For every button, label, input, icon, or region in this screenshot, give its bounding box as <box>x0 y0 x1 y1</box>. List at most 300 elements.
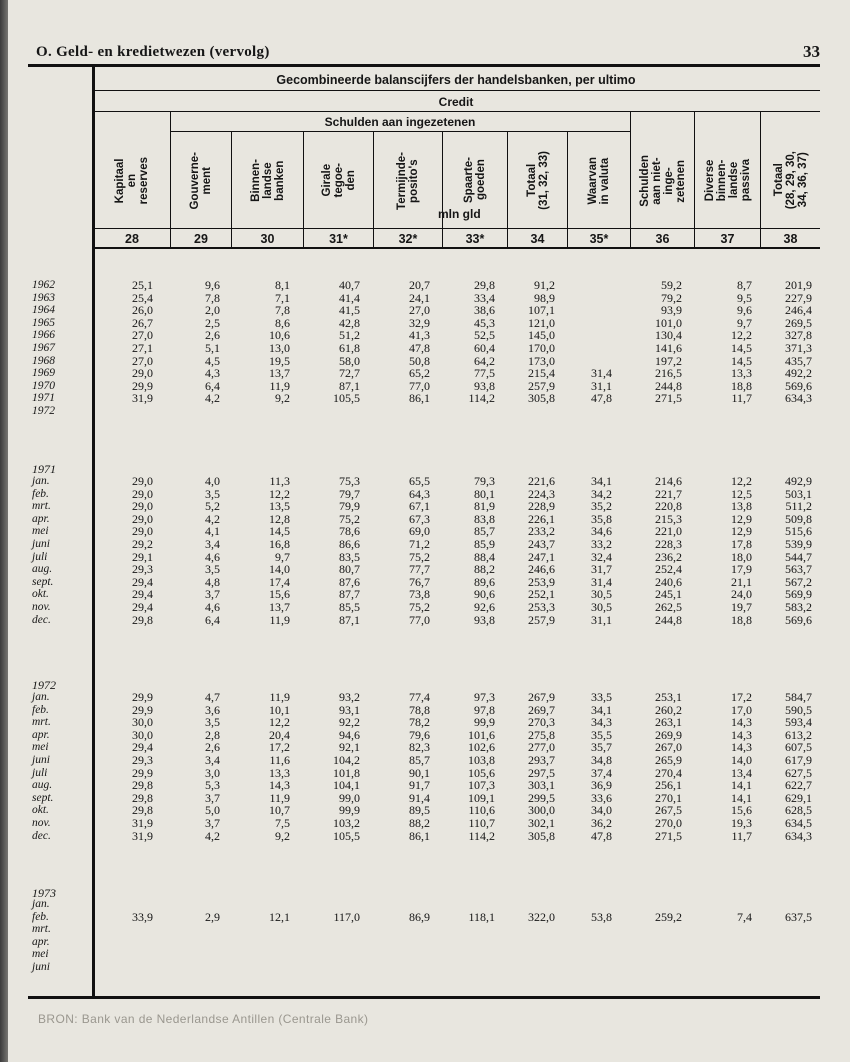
header-rule <box>92 228 820 229</box>
table-cell: 503,1 <box>785 486 812 501</box>
table-cell: 91,4 <box>409 790 430 805</box>
table-cell: 41,5 <box>339 303 360 318</box>
table-cell: 228,9 <box>528 499 555 514</box>
table-cell: 8,6 <box>275 315 290 330</box>
table-cell: 14,3 <box>731 727 752 742</box>
table-cell: 240,6 <box>655 574 682 589</box>
table-cell: 216,5 <box>655 366 682 381</box>
table-cell: 4,7 <box>205 690 220 704</box>
table-cell: 89,5 <box>409 803 430 818</box>
table-cell: 9,6 <box>737 303 752 318</box>
monthly-section-1973 <box>8 898 850 974</box>
table-cell: 539,9 <box>785 536 812 551</box>
table-cell: 75,2 <box>409 599 430 614</box>
table-row <box>8 716 850 729</box>
table-cell: 2,8 <box>205 727 220 742</box>
table-cell: 90,6 <box>474 587 495 602</box>
table-cell: 34,8 <box>591 752 612 767</box>
table-cell: 622,7 <box>785 778 812 793</box>
row-label: juli <box>32 550 48 563</box>
table-cell: 511,2 <box>785 499 812 514</box>
table-cell: 80,7 <box>339 562 360 577</box>
table-cell: 64,2 <box>474 353 495 368</box>
table-cell: 93,8 <box>474 378 495 393</box>
column-number: 31* <box>329 232 348 246</box>
table-cell: 215,3 <box>655 511 682 526</box>
table-cell: 27,1 <box>132 340 153 355</box>
table-cell: 36,2 <box>591 815 612 830</box>
table-cell: 118,1 <box>468 909 495 924</box>
table-cell: 269,5 <box>785 315 812 330</box>
row-label: aug. <box>32 563 53 576</box>
table-cell: 83,5 <box>339 549 360 564</box>
table-cell: 4,6 <box>205 599 220 614</box>
table-cell: 86,1 <box>409 391 430 406</box>
column-header-33: Spaarte- goeden <box>463 157 487 204</box>
table-cell: 302,1 <box>528 815 555 830</box>
table-row <box>8 405 850 418</box>
table-cell: 18,8 <box>731 378 752 393</box>
row-label: nov. <box>32 816 51 829</box>
table-cell: 4,2 <box>205 511 220 526</box>
table-cell: 13,3 <box>731 366 752 381</box>
table-cell: 29,8 <box>132 778 153 793</box>
row-label: okt. <box>32 804 49 817</box>
table-cell: 79,7 <box>339 486 360 501</box>
table-cell: 492,2 <box>785 366 812 381</box>
table-cell: 12,1 <box>269 909 290 924</box>
table-cell: 170,0 <box>528 340 555 355</box>
table-cell: 637,5 <box>785 909 812 924</box>
table-cell: 227,9 <box>785 290 812 305</box>
table-cell: 12,2 <box>269 715 290 730</box>
row-label: sept. <box>32 575 54 588</box>
table-cell: 3,7 <box>205 790 220 805</box>
table-cell: 29,0 <box>132 499 153 514</box>
row-label: 1964 <box>32 304 55 317</box>
table-cell: 14,5 <box>269 524 290 539</box>
column-header-28: Kapitaal en reserves <box>114 156 150 205</box>
table-cell: 257,9 <box>528 612 555 627</box>
table-cell: 29,4 <box>132 587 153 602</box>
table-cell: 92,6 <box>474 599 495 614</box>
table-cell: 6,4 <box>205 612 220 627</box>
table-cell: 69,0 <box>409 524 430 539</box>
table-cell: 30,5 <box>591 587 612 602</box>
table-cell: 8,7 <box>737 278 752 292</box>
table-cell: 85,7 <box>474 524 495 539</box>
table-row <box>8 817 850 830</box>
table-cell: 244,8 <box>655 378 682 393</box>
table-cell: 270,0 <box>655 815 682 830</box>
table-cell: 12,2 <box>731 474 752 488</box>
table-cell: 79,2 <box>661 290 682 305</box>
table-cell: 77,0 <box>409 612 430 627</box>
table-cell: 569,9 <box>785 587 812 602</box>
table-cell: 35,7 <box>591 740 612 755</box>
table-cell: 563,7 <box>785 562 812 577</box>
table-cell: 253,3 <box>528 599 555 614</box>
table-cell: 17,9 <box>731 562 752 577</box>
table-cell: 221,7 <box>655 486 682 501</box>
table-cell: 20,7 <box>409 278 430 292</box>
table-cell: 75,3 <box>339 474 360 488</box>
column-header-36: Schulden aan niet- inge- zetenen <box>638 154 687 207</box>
table-cell: 11,3 <box>269 474 290 488</box>
table-cell: 14,1 <box>731 778 752 793</box>
table-cell: 65,2 <box>409 366 430 381</box>
table-cell: 77,7 <box>409 562 430 577</box>
table-cell: 3,5 <box>205 486 220 501</box>
column-header-31: Girale tegoe- den <box>320 163 357 198</box>
row-label: 1963 <box>32 291 55 304</box>
table-cell: 64,3 <box>409 486 430 501</box>
table-cell: 9,2 <box>275 828 290 843</box>
table-cell: 14,5 <box>731 353 752 368</box>
table-cell: 9,7 <box>275 549 290 564</box>
table-cell: 101,8 <box>333 765 360 780</box>
row-label: dec. <box>32 613 51 626</box>
table-cell: 93,2 <box>339 690 360 704</box>
table-cell: 5,1 <box>205 340 220 355</box>
table-row <box>8 923 850 936</box>
table-cell: 105,5 <box>333 828 360 843</box>
table-cell: 221,6 <box>528 474 555 488</box>
table-cell: 32,4 <box>591 549 612 564</box>
table-cell: 271,5 <box>655 391 682 406</box>
table-cell: 25,4 <box>132 290 153 305</box>
row-label: juni <box>32 753 50 766</box>
table-cell: 114,2 <box>468 391 495 406</box>
table-cell: 435,7 <box>785 353 812 368</box>
table-cell: 87,1 <box>339 378 360 393</box>
table-cell: 76,7 <box>409 574 430 589</box>
row-label: 1968 <box>32 354 55 367</box>
table-cell: 29,8 <box>132 612 153 627</box>
row-label: 1969 <box>32 367 55 380</box>
table-title: Gecombineerde balanscijfers der handelsbanken, per ultimo <box>276 73 636 87</box>
table-cell: 17,0 <box>731 702 752 717</box>
table-cell: 201,9 <box>785 278 812 292</box>
table-cell: 89,6 <box>474 574 495 589</box>
table-cell: 52,5 <box>474 328 495 343</box>
table-cell: 42,8 <box>339 315 360 330</box>
table-cell: 58,0 <box>339 353 360 368</box>
bottom-rule <box>28 996 820 999</box>
table-cell: 29,4 <box>132 740 153 755</box>
table-cell: 103,8 <box>468 752 495 767</box>
row-label: 1971 <box>32 392 55 405</box>
table-cell: 88,2 <box>474 562 495 577</box>
table-cell: 97,8 <box>474 702 495 717</box>
table-cell: 5,3 <box>205 778 220 793</box>
table-cell: 267,9 <box>528 690 555 704</box>
table-cell: 91,7 <box>409 778 430 793</box>
group-label: Schulden aan ingezetenen <box>324 115 476 129</box>
table-cell: 13,4 <box>731 765 752 780</box>
table-cell: 7,4 <box>737 909 752 924</box>
table-cell: 33,5 <box>591 690 612 704</box>
table-cell: 34,2 <box>591 486 612 501</box>
table-cell: 11,9 <box>269 790 290 805</box>
table-cell: 18,0 <box>731 549 752 564</box>
table-cell: 629,1 <box>785 790 812 805</box>
table-row <box>8 691 850 704</box>
table-cell: 13,3 <box>269 765 290 780</box>
table-cell: 5,0 <box>205 803 220 818</box>
table-cell: 29,2 <box>132 536 153 551</box>
table-cell: 197,2 <box>655 353 682 368</box>
table-cell: 79,3 <box>474 474 495 488</box>
table-cell: 14,5 <box>731 340 752 355</box>
table-row <box>8 342 850 355</box>
row-label: 1967 <box>32 341 55 354</box>
table-cell: 99,9 <box>339 803 360 818</box>
table-cell: 73,8 <box>409 587 430 602</box>
table-cell: 9,7 <box>737 315 752 330</box>
monthly-section-1972 <box>8 691 850 842</box>
table-cell: 33,9 <box>132 909 153 924</box>
table-cell: 34,1 <box>591 474 612 488</box>
table-cell: 67,1 <box>409 499 430 514</box>
table-cell: 277,0 <box>528 740 555 755</box>
table-cell: 300,0 <box>528 803 555 818</box>
table-cell: 50,8 <box>409 353 430 368</box>
table-row <box>8 754 850 767</box>
table-row <box>8 563 850 576</box>
table-cell: 90,1 <box>409 765 430 780</box>
table-cell: 11,6 <box>269 752 290 767</box>
table-cell: 257,9 <box>528 378 555 393</box>
table-cell: 79,9 <box>339 499 360 514</box>
column-header-32: Termijnde- posito's <box>396 151 420 210</box>
table-cell: 243,7 <box>528 536 555 551</box>
table-cell: 86,1 <box>409 828 430 843</box>
table-cell: 67,3 <box>409 511 430 526</box>
table-cell: 9,5 <box>737 290 752 305</box>
row-label: juli <box>32 766 48 779</box>
table-cell: 29,3 <box>132 752 153 767</box>
table-cell: 247,1 <box>528 549 555 564</box>
table-cell: 36,9 <box>591 778 612 793</box>
table-cell: 2,6 <box>205 328 220 343</box>
table-cell: 260,2 <box>655 702 682 717</box>
table-cell: 29,0 <box>132 511 153 526</box>
table-cell: 215,4 <box>528 366 555 381</box>
table-cell: 4,3 <box>205 366 220 381</box>
table-cell: 31,9 <box>132 828 153 843</box>
table-cell: 3,5 <box>205 715 220 730</box>
column-header-34: Totaal (31, 32, 33) <box>525 151 550 210</box>
table-cell: 141,6 <box>655 340 682 355</box>
table-cell: 19,7 <box>731 599 752 614</box>
column-header-30: Binnen- landse banken <box>249 159 286 202</box>
table-cell: 130,4 <box>655 328 682 343</box>
column-number: 33* <box>465 232 485 246</box>
table-row <box>8 538 850 551</box>
table-cell: 299,5 <box>528 790 555 805</box>
table-cell: 85,7 <box>409 752 430 767</box>
table-cell: 244,8 <box>655 612 682 627</box>
column-number: 35* <box>589 232 609 246</box>
table-cell: 45,3 <box>474 315 495 330</box>
table-cell: 87,1 <box>339 612 360 627</box>
table-cell: 92,1 <box>339 740 360 755</box>
table-cell: 4,1 <box>205 524 220 539</box>
table-row <box>8 500 850 513</box>
table-cell: 17,8 <box>731 536 752 551</box>
table-row <box>8 830 850 843</box>
table-cell: 10,6 <box>269 328 290 343</box>
credit-rule <box>92 111 820 112</box>
row-label: mrt. <box>32 716 51 729</box>
table-row <box>8 961 850 974</box>
table-cell: 17,2 <box>269 740 290 755</box>
table-cell: 14,3 <box>269 778 290 793</box>
table-cell: 41,4 <box>339 290 360 305</box>
table-cell: 634,5 <box>785 815 812 830</box>
table-cell: 220,8 <box>655 499 682 514</box>
table-cell: 322,0 <box>528 909 555 924</box>
table-cell: 569,6 <box>785 612 812 627</box>
table-cell: 613,2 <box>785 727 812 742</box>
table-cell: 12,2 <box>731 328 752 343</box>
table-row <box>8 367 850 380</box>
table-cell: 38,6 <box>474 303 495 318</box>
group-rule <box>170 131 630 132</box>
table-cell: 253,1 <box>655 690 682 704</box>
table-cell: 3,4 <box>205 536 220 551</box>
table-cell: 13,7 <box>269 599 290 614</box>
table-cell: 107,3 <box>468 778 495 793</box>
table-cell: 34,1 <box>591 702 612 717</box>
table-cell: 109,1 <box>468 790 495 805</box>
row-label: jan. <box>32 898 50 910</box>
table-cell: 29,1 <box>132 549 153 564</box>
table-cell: 19,3 <box>731 815 752 830</box>
table-cell: 72,7 <box>339 366 360 381</box>
column-number: 38 <box>783 232 798 246</box>
monthly-section-1971 <box>8 475 850 626</box>
document-page <box>8 0 850 1062</box>
column-number: 36 <box>655 232 670 246</box>
table-cell: 270,3 <box>528 715 555 730</box>
table-cell: 228,3 <box>655 536 682 551</box>
table-cell: 117,0 <box>333 909 360 924</box>
table-cell: 293,7 <box>528 752 555 767</box>
table-cell: 10,1 <box>269 702 290 717</box>
table-cell: 88,4 <box>474 549 495 564</box>
table-cell: 35,8 <box>591 511 612 526</box>
table-row <box>8 936 850 949</box>
table-cell: 87,7 <box>339 587 360 602</box>
table-cell: 221,0 <box>655 524 682 539</box>
section-title: O. Geld- en kredietwezen (vervolg) <box>36 44 270 60</box>
table-cell: 305,8 <box>528 391 555 406</box>
table-cell: 20,4 <box>269 727 290 742</box>
table-cell: 617,9 <box>785 752 812 767</box>
table-cell: 569,6 <box>785 378 812 393</box>
table-cell: 47,8 <box>591 828 612 843</box>
table-cell: 47,8 <box>591 391 612 406</box>
table-cell: 259,2 <box>655 909 682 924</box>
table-cell: 275,8 <box>528 727 555 742</box>
table-cell: 34,3 <box>591 715 612 730</box>
table-cell: 93,9 <box>661 303 682 318</box>
row-label: jan. <box>32 475 50 487</box>
table-cell: 12,9 <box>731 511 752 526</box>
table-cell: 627,5 <box>785 765 812 780</box>
table-cell: 628,5 <box>785 803 812 818</box>
table-cell: 77,4 <box>409 690 430 704</box>
row-label: dec. <box>32 829 51 842</box>
table-cell: 29,9 <box>132 378 153 393</box>
table-cell: 607,5 <box>785 740 812 755</box>
year-heading-1971: 1971 <box>32 462 56 476</box>
table-cell: 4,2 <box>205 391 220 406</box>
table-cell: 94,6 <box>339 727 360 742</box>
table-cell: 31,4 <box>591 574 612 589</box>
table-cell: 13,0 <box>269 340 290 355</box>
row-label: aug. <box>32 779 53 792</box>
table-cell: 509,8 <box>785 511 812 526</box>
table-row <box>8 601 850 614</box>
table-cell: 590,5 <box>785 702 812 717</box>
table-cell: 105,6 <box>468 765 495 780</box>
table-cell: 81,9 <box>474 499 495 514</box>
table-cell: 29,3 <box>132 562 153 577</box>
table-cell: 29,0 <box>132 486 153 501</box>
table-cell: 92,2 <box>339 715 360 730</box>
table-cell: 233,2 <box>528 524 555 539</box>
top-rule <box>28 64 820 67</box>
table-cell: 10,7 <box>269 803 290 818</box>
table-cell: 593,4 <box>785 715 812 730</box>
table-cell: 515,6 <box>785 524 812 539</box>
row-label: mei <box>32 741 49 754</box>
table-cell: 104,2 <box>333 752 360 767</box>
table-cell: 371,3 <box>785 340 812 355</box>
table-cell: 26,0 <box>132 303 153 318</box>
table-row <box>8 392 850 405</box>
table-cell: 87,6 <box>339 574 360 589</box>
table-cell: 27,0 <box>409 303 430 318</box>
table-cell: 34,0 <box>591 803 612 818</box>
table-cell: 544,7 <box>785 549 812 564</box>
table-cell: 102,6 <box>468 740 495 755</box>
table-cell: 16,8 <box>269 536 290 551</box>
table-cell: 7,5 <box>275 815 290 830</box>
table-cell: 30,0 <box>132 715 153 730</box>
bleed-through-source-note: BRON: Bank van de Nederlandse Antillen (Centrale Bank) <box>38 1012 369 1026</box>
table-cell: 269,9 <box>655 727 682 742</box>
table-cell: 30,0 <box>132 727 153 742</box>
table-row <box>8 475 850 488</box>
table-cell: 40,7 <box>339 278 360 292</box>
table-cell: 6,4 <box>205 378 220 393</box>
table-cell: 263,1 <box>655 715 682 730</box>
year-heading-1973: 1973 <box>32 886 56 900</box>
table-cell: 107,1 <box>528 303 555 318</box>
table-cell: 269,7 <box>528 702 555 717</box>
table-cell: 101,0 <box>655 315 682 330</box>
table-cell: 3,0 <box>205 765 220 780</box>
table-cell: 86,9 <box>409 909 430 924</box>
row-label: mrt. <box>32 923 51 936</box>
table-cell: 97,3 <box>474 690 495 704</box>
table-cell: 13,5 <box>269 499 290 514</box>
table-cell: 327,8 <box>785 328 812 343</box>
